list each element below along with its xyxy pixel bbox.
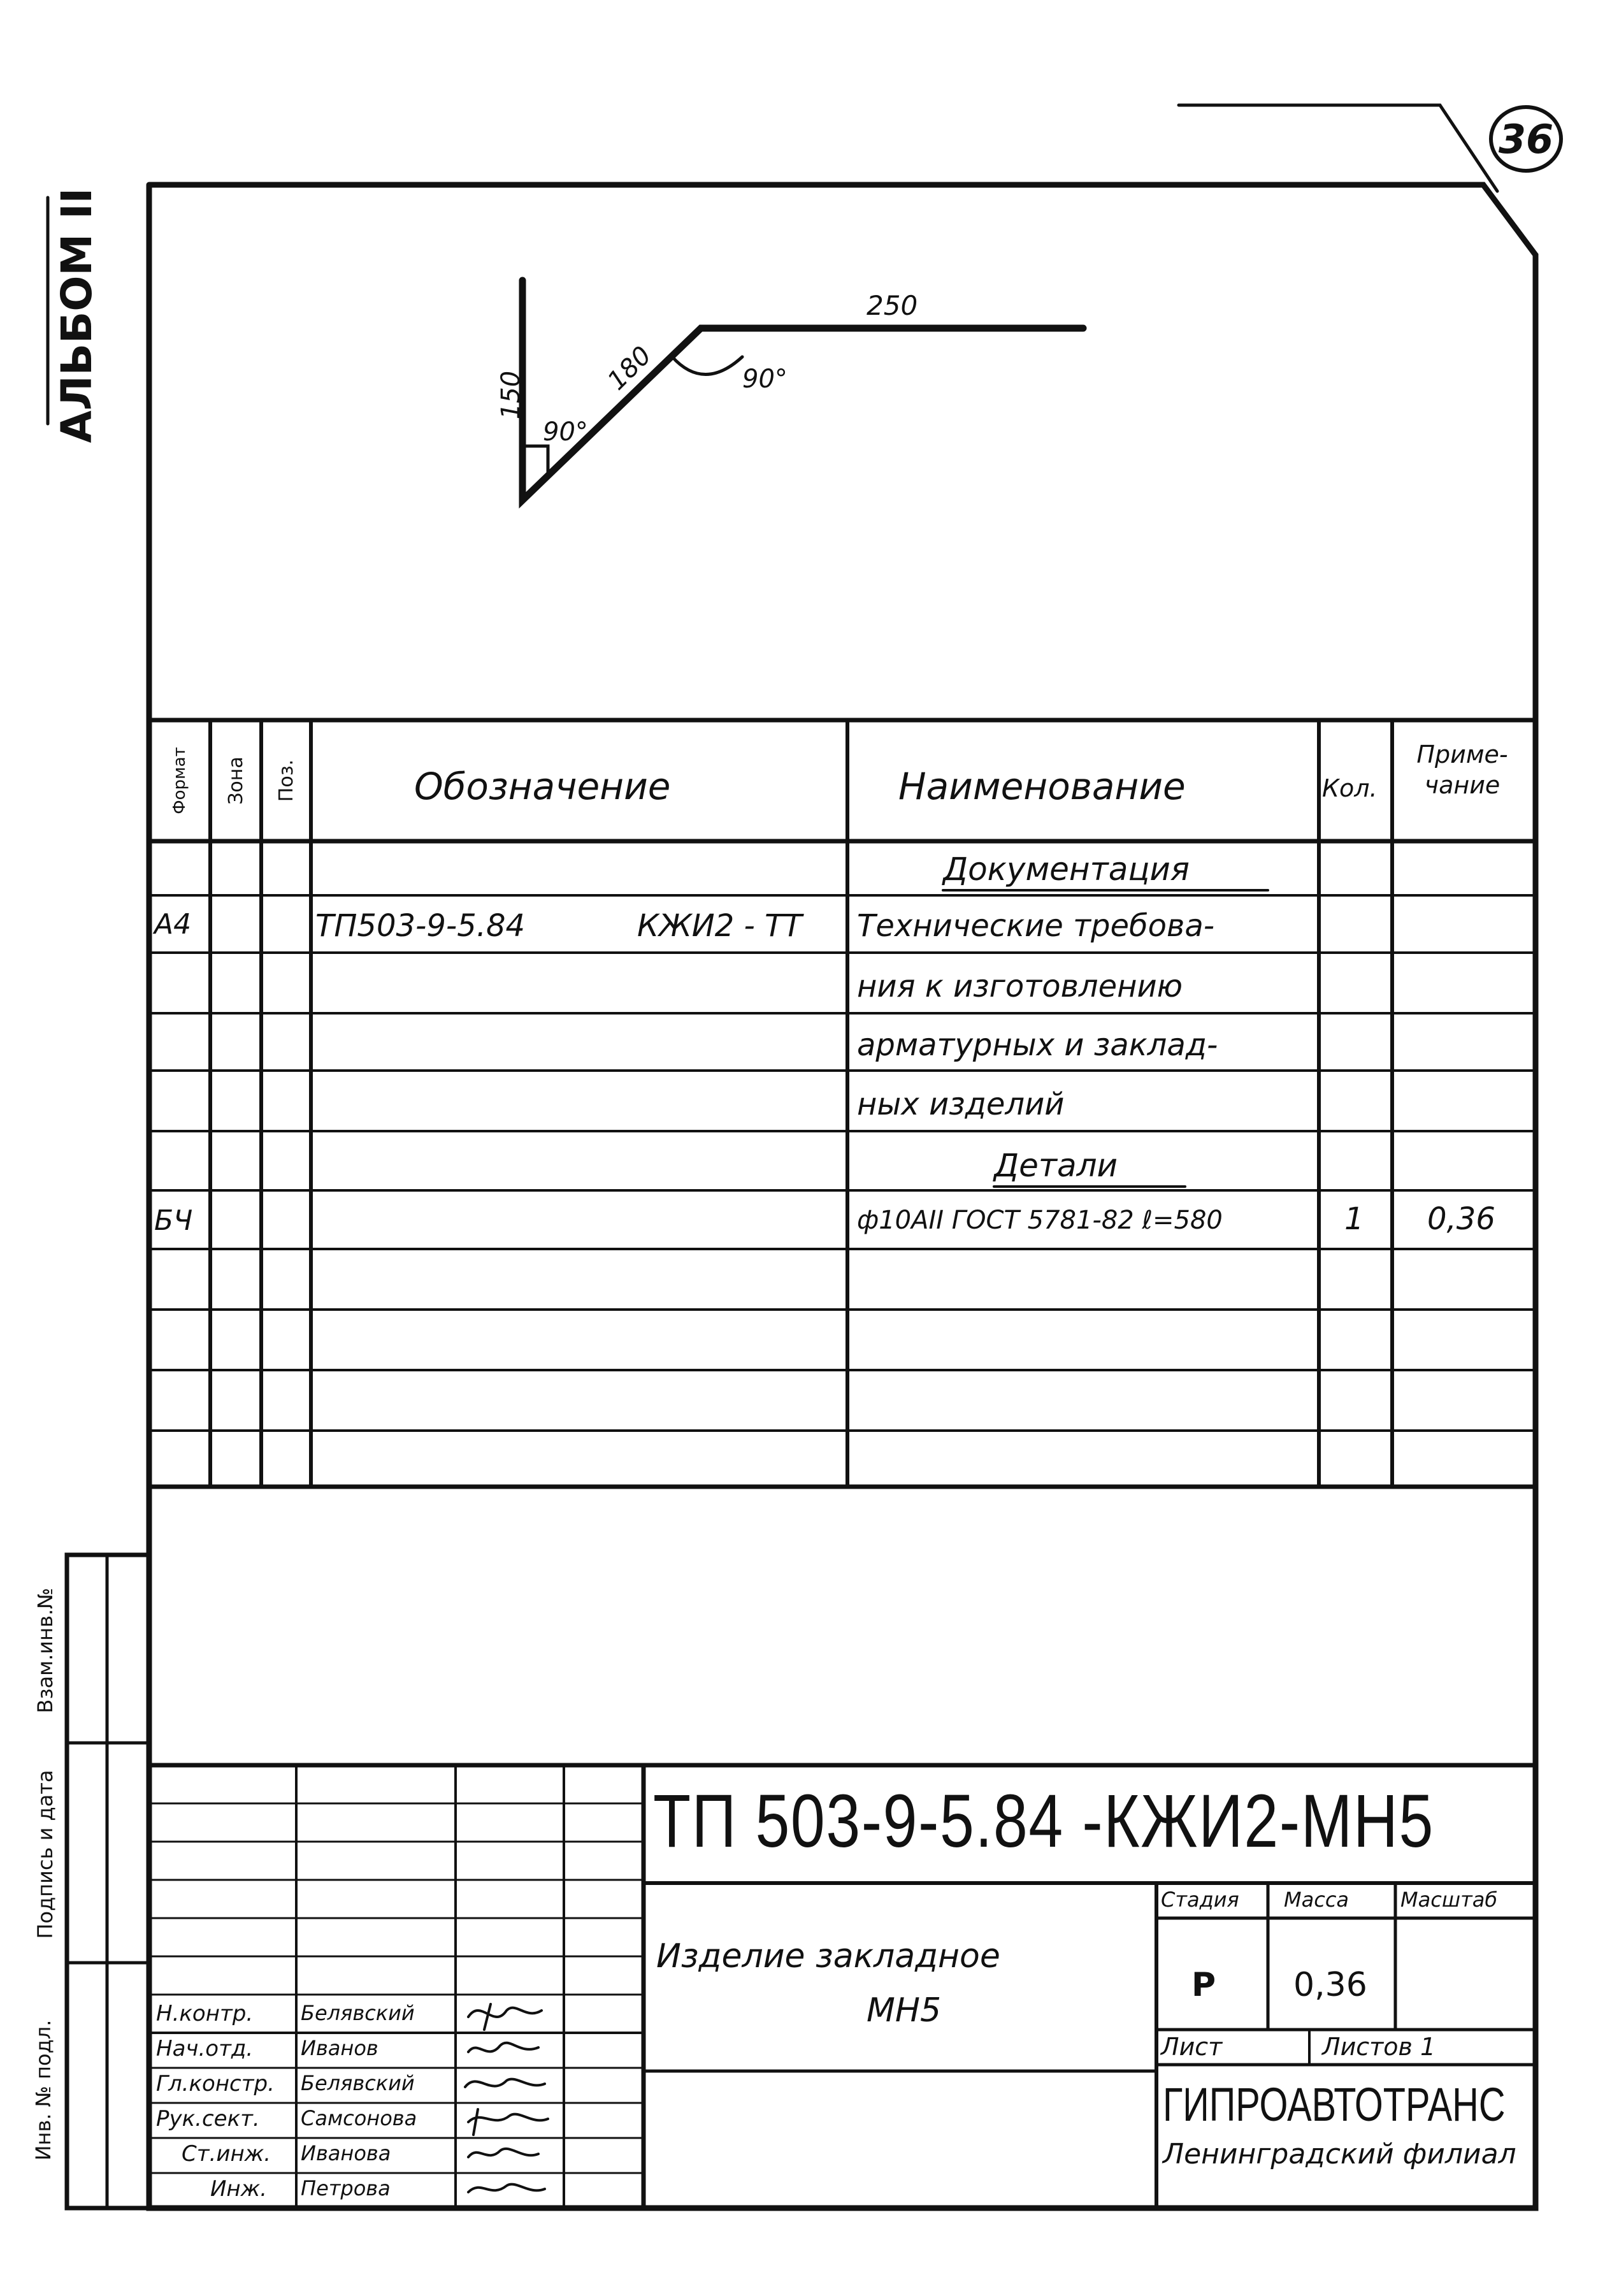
signer-role: Нач.отд. [156, 2036, 254, 2061]
header-qty: Кол. [1322, 774, 1378, 802]
signer-name: Иванов [301, 2036, 378, 2060]
header-format: Формат [170, 747, 189, 814]
signer-role: Ст.инж. [182, 2141, 271, 2167]
header-zone: Зона [224, 756, 247, 805]
signer-role: Гл.констр. [156, 2071, 275, 2097]
signer-name: Иванова [301, 2141, 391, 2165]
document-code: ТП 503-9-5.84 -КЖИ2-МН5 [653, 1779, 1434, 1863]
sheets-label: Листов 1 [1322, 2033, 1436, 2061]
doc-code: КЖИ2 - ТТ [637, 908, 802, 944]
stage-value: Р [1191, 1966, 1216, 2004]
doc-name-line-1: Технические требова- [857, 908, 1215, 944]
section-documentation: Документация [943, 851, 1190, 888]
header-designation: Обозначение [414, 765, 671, 808]
product-name-line-2: МН5 [867, 1991, 942, 2030]
dim-diagonal: 180 [601, 340, 658, 396]
mass-label: Масса [1284, 1888, 1349, 1912]
sheet-label: Лист [1161, 2033, 1223, 2061]
scale-label: Масштаб [1400, 1888, 1498, 1912]
signature-marks [456, 1991, 647, 2208]
header-pos: Поз. [275, 759, 298, 802]
spec-table-grid [149, 720, 1536, 1487]
det-name: ф10АII ГОСТ 5781-82 ℓ=580 [857, 1206, 1223, 1235]
mass-value: 0,36 [1293, 1966, 1367, 2004]
det-format: БЧ [154, 1204, 193, 1237]
header-name: Наименование [898, 765, 1186, 808]
signer-role: Инж. [210, 2176, 268, 2202]
section-details: Детали [994, 1147, 1118, 1184]
stamp-inv-podl: Инв. № подл. [31, 2019, 55, 2161]
doc-format: А4 [154, 908, 192, 941]
det-note: 0,36 [1427, 1201, 1495, 1237]
dim-horizontal: 250 [867, 290, 918, 321]
bar-sketch [522, 280, 1083, 500]
doc-name-line-3: арматурных и заклад- [857, 1027, 1218, 1063]
signer-name: Петрова [301, 2176, 391, 2200]
product-name-line-1: Изделие закладное [656, 1937, 1000, 1975]
doc-name-line-2: ния к изготовлению [857, 969, 1183, 1004]
det-qty: 1 [1344, 1201, 1364, 1237]
doc-name-line-4: ных изделий [857, 1087, 1065, 1122]
organization-name: ГИПРОАВТОТРАНС [1163, 2078, 1506, 2131]
angle-right: 90° [742, 365, 788, 394]
stamp-podpis-data: Подпись и дата [33, 1770, 57, 1939]
stamp-vzam-inv: Взам.инв.№ [33, 1587, 57, 1714]
signer-role: Н.контр. [156, 2001, 254, 2026]
doc-designation: ТП503-9-5.84 [315, 908, 526, 944]
organization-branch: Ленинградский филиал [1163, 2138, 1516, 2170]
signer-role: Рук.сект. [156, 2106, 260, 2132]
dim-vertical: 150 [496, 370, 526, 420]
page-number: 36 [1498, 116, 1554, 162]
album-label: АЛЬБОМ II [52, 187, 101, 444]
header-note: Приме-чание [1416, 740, 1508, 799]
angle-left: 90° [543, 417, 588, 447]
signer-name: Белявский [301, 2071, 415, 2095]
frame-corner [1179, 105, 1497, 191]
signer-name: Белявский [301, 2001, 415, 2025]
stage-label: Стадия [1161, 1888, 1239, 1912]
signer-name: Самсонова [301, 2106, 417, 2130]
